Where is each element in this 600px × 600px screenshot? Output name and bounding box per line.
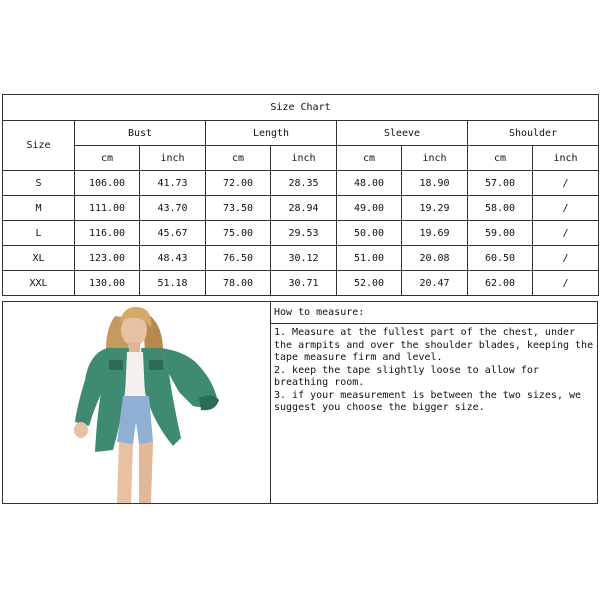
white-top bbox=[125, 352, 145, 396]
how-to-measure-box bbox=[271, 302, 597, 503]
unit-header: cm bbox=[206, 146, 271, 171]
table-cell: / bbox=[533, 171, 599, 196]
size-column-header: Size bbox=[3, 121, 75, 171]
table-cell: 123.00 bbox=[75, 246, 140, 271]
table-cell: 41.73 bbox=[140, 171, 206, 196]
group-header-sleeve: Sleeve bbox=[337, 121, 468, 146]
table-cell: 29.53 bbox=[271, 221, 337, 246]
table-row bbox=[3, 196, 599, 221]
table-cell: 111.00 bbox=[75, 196, 140, 221]
table-cell: / bbox=[533, 271, 599, 296]
leg bbox=[117, 442, 133, 503]
measure-panel bbox=[2, 301, 598, 504]
table-cell: 49.00 bbox=[337, 196, 402, 221]
size-chart-table bbox=[2, 94, 599, 296]
table-cell: 106.00 bbox=[75, 171, 140, 196]
group-header-shoulder: Shoulder bbox=[468, 121, 599, 146]
table-cell: 28.35 bbox=[271, 171, 337, 196]
table-cell: 72.00 bbox=[206, 171, 271, 196]
neck bbox=[128, 342, 140, 352]
table-row bbox=[3, 171, 599, 196]
unit-header: inch bbox=[271, 146, 337, 171]
table-cell: 73.50 bbox=[206, 196, 271, 221]
table-cell: 60.50 bbox=[468, 246, 533, 271]
measure-step: 2. keep the tape slightly loose to allow for breathing room. bbox=[274, 364, 539, 388]
unit-header: cm bbox=[337, 146, 402, 171]
table-cell: 75.00 bbox=[206, 221, 271, 246]
table-cell: 130.00 bbox=[75, 271, 140, 296]
table-cell: 116.00 bbox=[75, 221, 140, 246]
group-header-bust: Bust bbox=[75, 121, 206, 146]
hand bbox=[74, 422, 88, 438]
unit-header: cm bbox=[468, 146, 533, 171]
table-cell: / bbox=[533, 221, 599, 246]
group-header-length: Length bbox=[206, 121, 337, 146]
unit-header: inch bbox=[533, 146, 599, 171]
table-row bbox=[3, 221, 599, 246]
table-cell: 19.69 bbox=[402, 221, 468, 246]
measure-step: 1. Measure at the fullest part of the chest, under the armpits and over the shoulder blades, keeping the tape measure firm and level. bbox=[274, 327, 594, 363]
table-cell: 45.67 bbox=[140, 221, 206, 246]
table-cell: 19.29 bbox=[402, 196, 468, 221]
jacket-cuff bbox=[199, 395, 219, 410]
table-cell: 48.00 bbox=[337, 171, 402, 196]
size-cell: S bbox=[3, 171, 75, 196]
size-cell: L bbox=[3, 221, 75, 246]
table-cell: 20.08 bbox=[402, 246, 468, 271]
size-cell: M bbox=[3, 196, 75, 221]
size-cell: XXL bbox=[3, 271, 75, 296]
measure-step: 3. if your measurement is between the two sizes, we suggest you choose the bigger size. bbox=[274, 389, 582, 413]
size-cell: XL bbox=[3, 246, 75, 271]
table-cell: 43.70 bbox=[140, 196, 206, 221]
table-cell: 78.00 bbox=[206, 271, 271, 296]
unit-header: inch bbox=[402, 146, 468, 171]
size-chart-title: Size Chart bbox=[3, 95, 599, 121]
product-photo bbox=[3, 302, 271, 503]
table-cell: 28.94 bbox=[271, 196, 337, 221]
table-cell: 20.47 bbox=[402, 271, 468, 296]
table-cell: 52.00 bbox=[337, 271, 402, 296]
unit-header: cm bbox=[75, 146, 140, 171]
table-cell: 30.71 bbox=[271, 271, 337, 296]
jacket-pocket bbox=[149, 360, 163, 370]
denim-shorts bbox=[117, 396, 153, 444]
table-cell: 18.90 bbox=[402, 171, 468, 196]
how-to-measure-steps bbox=[271, 324, 597, 415]
unit-header: inch bbox=[140, 146, 206, 171]
table-cell: / bbox=[533, 246, 599, 271]
table-cell: 58.00 bbox=[468, 196, 533, 221]
table-row bbox=[3, 271, 599, 296]
model-illustration bbox=[3, 302, 270, 503]
table-cell: 59.00 bbox=[468, 221, 533, 246]
table-cell: 62.00 bbox=[468, 271, 533, 296]
leg bbox=[139, 442, 153, 503]
table-cell: / bbox=[533, 196, 599, 221]
how-to-measure-heading: How to measure: bbox=[271, 302, 597, 324]
table-cell: 57.00 bbox=[468, 171, 533, 196]
table-cell: 30.12 bbox=[271, 246, 337, 271]
table-cell: 51.18 bbox=[140, 271, 206, 296]
table-cell: 50.00 bbox=[337, 221, 402, 246]
table-cell: 51.00 bbox=[337, 246, 402, 271]
table-row bbox=[3, 246, 599, 271]
table-cell: 76.50 bbox=[206, 246, 271, 271]
jacket-pocket bbox=[109, 360, 123, 370]
table-cell: 48.43 bbox=[140, 246, 206, 271]
